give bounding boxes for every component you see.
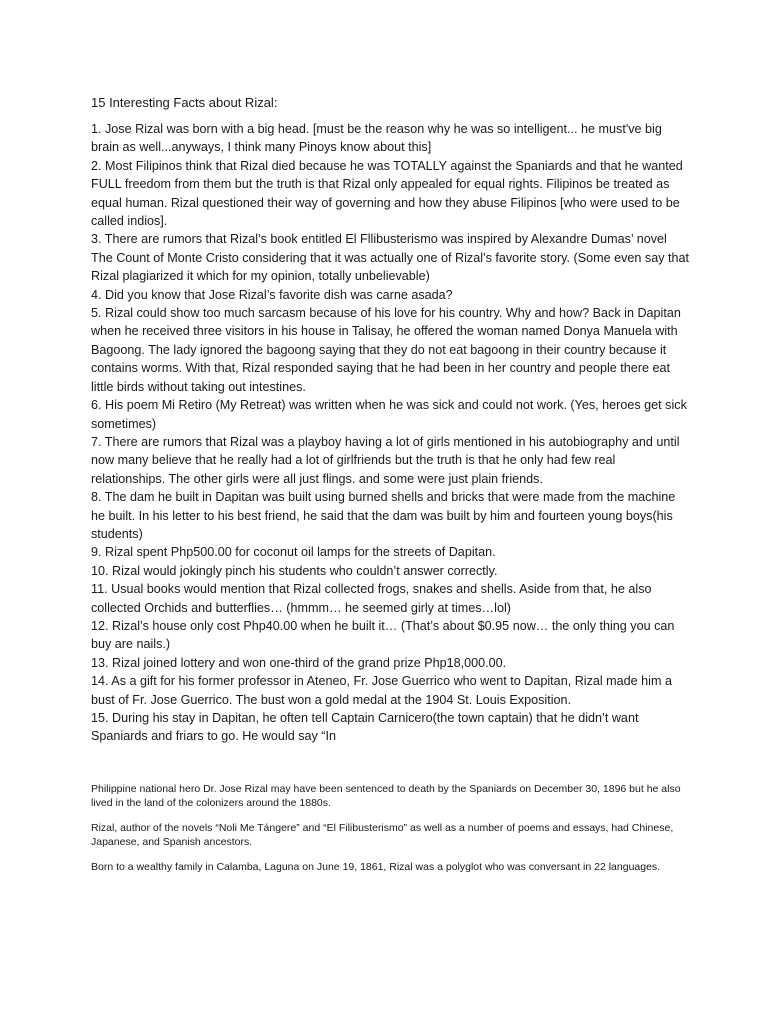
- facts-list: [91, 120, 691, 746]
- fact-item-7: 7. There are rumors that Rizal was a playboy having a lot of girls mentioned in his autobiography and until now many believe that he really had a lot of girlfriends but the truth is that he only had few real relationships. The other girls were all just flings. and some were just plain friends.: [91, 434, 680, 486]
- note-paragraph-2: Rizal, author of the novels “Noli Me Tángere” and “El Filibusterismo” as well as a number of poems and essays, had Chinese, Japanese, and Spanish ancestors.: [91, 822, 674, 848]
- note-paragraph-1: Philippine national hero Dr. Jose Rizal may have been sentenced to death by the Spaniards on December 30, 1896 but he also lived in the land of the colonizers around the 1880s.: [91, 783, 681, 809]
- fact-item-4: 4. Did you know that Jose Rizal’s favorite dish was carne asada?: [91, 287, 453, 302]
- fact-item-12: 12. Rizal’s house only cost Php40.00 when he built it… (That’s about $0.95 now… the only thing you can buy are nails.): [91, 618, 675, 652]
- fact-item-11: 11. Usual books would mention that Rizal collected frogs, snakes and shells. Aside from that, he also collected Orchids and butterflies… (hmmm… he seemed girly at times…lol): [91, 582, 652, 615]
- fact-item-14: 14. As a gift for his former professor in Ateneo, Fr. Jose Guerrico who went to Dapitan, Rizal made him a bust of Fr. Jose Guerrico. The bust won a gold medal at the 1904 St. Louis Exposition.: [91, 674, 672, 707]
- fact-item-2: 2. Most Filipinos think that Rizal died because he was TOTALLY against the Spaniards and that he wanted FULL freedom from them but the truth is that Rizal only appealed for equal rights. Filipinos be treated as equal human. Rizal questioned their way of governing and how they abuse Filipinos [who were used to be called indios].: [91, 158, 683, 229]
- fact-item-1: 1. Jose Rizal was born with a big head. [must be the reason why he was so intelligent... he must've big brain as well...anyways, I think many Pinoys know about this]: [91, 122, 662, 155]
- fact-item-8: 8. The dam he built in Dapitan was built using burned shells and bricks that were made from the machine he built. In his letter to his best friend, he said that the dam was built by him and fourteen young boys(his students): [91, 490, 676, 541]
- fact-item-9: 9. Rizal spent Php500.00 for coconut oil lamps for the streets of Dapitan.: [91, 545, 496, 560]
- note-paragraph-3: Born to a wealthy family in Calamba, Laguna on June 19, 1861, Rizal was a polyglot who was conversant in 22 languages.: [91, 861, 661, 873]
- fact-item-6: 6. His poem Mi Retiro (My Retreat) was written when he was sick and could not work. (Yes, heroes get sick sometimes): [91, 398, 687, 431]
- fact-item-3: 3. There are rumors that Rizal’s book entitled El Fllibusterismo was inspired by Alexandre Dumas’ novel The Count of Monte Cristo considering that it was actually one of Rizal’s favorite story. (Some even say that Rizal plagiarized it which for my opinion, totally unbelievable): [91, 232, 690, 284]
- fact-item-5: 5. Rizal could show too much sarcasm because of his love for his country. Why and how? Back in Dapitan when he received three visitors in his house in Talisay, he offered the woman named Donya Manuela with Bagoong. The lady ignored the bagoong saying that they do not eat bagoong in their country because it contains worms. With that, Rizal responded saying that he had been in her country and people there eat little birds without taking out intestines.: [91, 306, 681, 394]
- fact-item-13: 13. Rizal joined lottery and won one-third of the grand prize Php18,000.00.: [91, 655, 507, 670]
- fact-item-15: 15. During his stay in Dapitan, he often tell Captain Carnicero(the town captain) that he didn’t want Spaniards and friars to go. He would say “In: [91, 711, 639, 744]
- document-title: 15 Interesting Facts about Rizal:: [91, 95, 278, 110]
- fact-item-10: 10. Rizal would jokingly pinch his students who couldn’t answer correctly.: [91, 563, 498, 578]
- notes-section: [91, 783, 691, 887]
